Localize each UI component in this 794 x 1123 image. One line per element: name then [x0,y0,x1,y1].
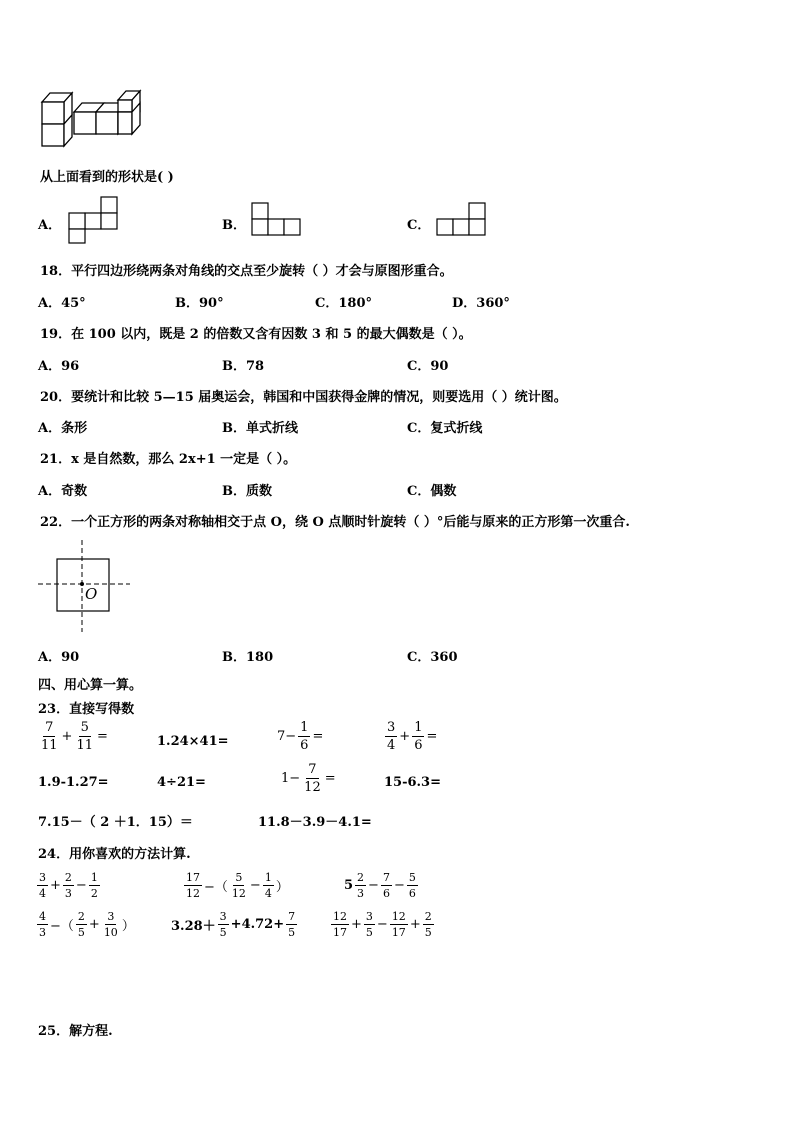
fraction: $\frac{3}{5}$ [365,910,373,939]
question-25-stem: 25．解方程. [38,1024,113,1039]
fraction: $\frac{1}{4}$ [264,871,272,900]
q23-expr-2: 1.24×41= [157,734,229,749]
question-21-stem: 21．x 是自然数，那么 2x+1 一定是（ ）。 [40,452,297,467]
section-4-title: 四、用心算一算。 [38,678,143,693]
q24-expr-4: $\frac{4}{3}$ −（ $\frac{2}{5}$ + $\frac{3}{10}$ ） [39,910,135,939]
q18-option-a: A．45° [38,296,86,311]
fraction: $\frac{5}{11}$ [76,720,93,753]
fraction: $\frac{3}{10}$ [103,910,118,939]
q18-option-b: B．90° [175,296,224,311]
question-19-stem: 19．在 100 以内，既是 2 的倍数又含有因数 3 和 5 的最大偶数是（ ）。 [40,327,472,342]
q24-expr-3: 5 $\frac{2}{3}$ − $\frac{7}{6}$ − $\frac{5}{6}$ [344,871,416,900]
q24-expr-5: 3.28＋ $\frac{3}{5}$ +4.72+ $\frac{7}{5}$ [171,910,296,939]
q23-expr-5: 1.9-1.27= [38,775,109,790]
cube-stack-figure [40,90,145,150]
fraction: $\frac{12}{17}$ [391,910,406,939]
q22-option-b: B．180 [222,650,274,665]
question-18-stem: 18．平行四边形绕两条对角线的交点至少旋转（ ）才会与原图形重合。 [40,264,453,279]
q19-option-b: B．78 [222,359,265,374]
q24-expr-6: $\frac{12}{17}$ + $\frac{3}{5}$ − $\frac{12}{17}$ + $\frac{2}{5}$ [333,910,432,939]
q18-option-d: D．360° [452,296,510,311]
fraction: $\frac{5}{6}$ [408,871,416,900]
q19-option-c: C．90 [407,359,449,374]
fraction: $\frac{12}{17}$ [333,910,347,939]
fraction: $\frac{1}{2}$ [90,871,98,900]
question-17-stem: 从上面看到的形状是( ) [40,170,174,185]
q17-option-c-label: C． [407,218,431,233]
fraction: $\frac{2}{5}$ [77,910,85,939]
q20-option-b: B．单式折线 [222,421,298,436]
q21-option-c: C．偶数 [407,484,457,499]
question-22-stem: 22．一个正方形的两条对称轴相交于点 O，绕 O 点顺时针旋转（ ）°后能与原来的正方形第一次重合. [40,515,630,530]
fraction: $\frac{7}{5}$ [288,910,296,939]
q17-option-b-label: B． [222,218,246,233]
question-24-stem: 24．用你喜欢的方法计算. [38,847,191,862]
q23-expr-7: 1− $\frac{7}{12}$ = [281,762,336,795]
q17-option-a-figure [67,196,119,244]
fraction: $\frac{3}{4}$ [39,871,46,900]
fraction: $\frac{7}{6}$ [382,871,390,900]
fraction: $\frac{5}{12}$ [231,871,246,900]
q23-expr-8: 15-6.3= [384,775,441,790]
fraction: $\frac{7}{12}$ [304,762,321,795]
q23-expr-9: 7.15－（ 2 ＋1．15）＝ [38,815,193,830]
fraction: $\frac{1}{6}$ [414,720,423,753]
point-o-label: O [85,585,98,603]
q24-expr-1: $\frac{3}{4}$ + $\frac{2}{3}$ − $\frac{1}{2}$ [39,871,98,900]
fraction: $\frac{4}{3}$ [39,910,46,939]
square-symmetry-axes-figure [38,540,130,632]
q23-expr-4: $\frac{3}{4}$ + $\frac{1}{6}$ = [387,720,438,753]
fraction: $\frac{17}{12}$ [186,871,200,900]
fraction: $\frac{2}{3}$ [64,871,72,900]
q22-option-a: A．90 [38,650,80,665]
q19-option-a: A．96 [38,359,80,374]
fraction: $\frac{3}{5}$ [219,910,227,939]
q22-option-c: C．360 [407,650,458,665]
q23-expr-6: 4÷21= [157,775,206,790]
q17-option-c-figure [435,202,487,238]
fraction: $\frac{3}{4}$ [387,720,396,753]
q17-option-b-figure [250,202,302,238]
fraction: $\frac{1}{6}$ [300,720,309,753]
q20-option-c: C．复式折线 [407,421,483,436]
q20-option-a: A．条形 [38,421,88,436]
q23-expr-3: 7− $\frac{1}{6}$ = [277,720,324,753]
q23-expr-10: 11.8－3.9－4.1= [258,815,372,830]
fraction: $\frac{7}{11}$ [41,720,58,753]
q21-option-b: B．质数 [222,484,272,499]
question-23-stem: 23．直接写得数 [38,702,135,717]
fraction: $\frac{2}{3}$ [357,871,365,900]
fraction: $\frac{2}{5}$ [424,910,432,939]
q21-option-a: A．奇数 [38,484,88,499]
q17-option-a-label: A． [38,218,62,233]
q24-expr-2: $\frac{17}{12}$ −（ $\frac{5}{12}$ − $\frac{1}{4}$ ） [186,871,289,900]
question-20-stem: 20．要统计和比较 5—15 届奥运会，韩国和中国获得金牌的情况，则要选用（ ）统计图。 [40,390,567,405]
q23-expr-1: $\frac{7}{11}$ + $\frac{5}{11}$ = [41,720,108,753]
q18-option-c: C．180° [315,296,372,311]
